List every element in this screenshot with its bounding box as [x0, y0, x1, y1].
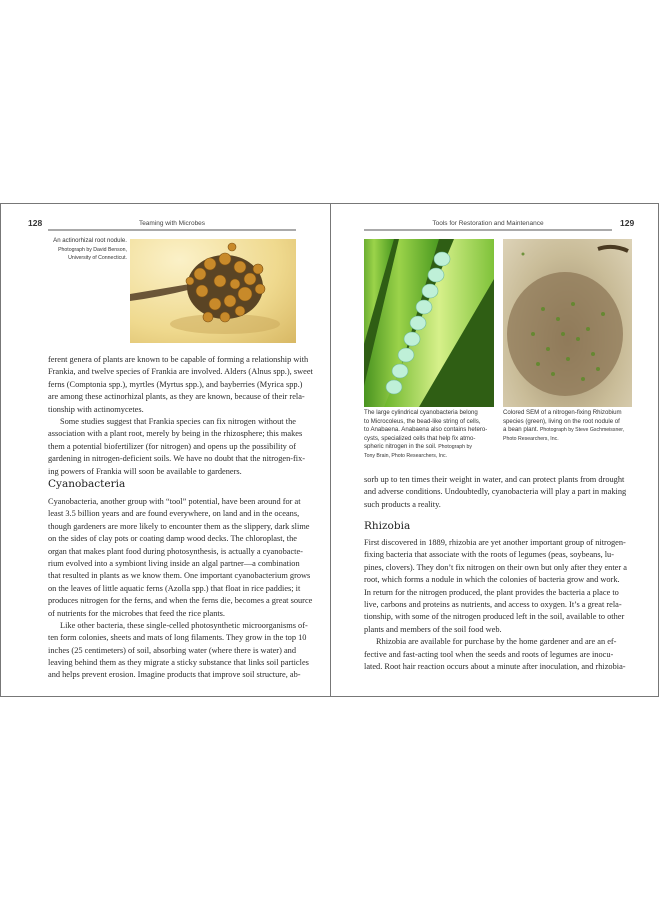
text-line: ferns (Comptonia spp.), myrtles (Myrtus spp.), and bayberries (Myrica spp.) [48, 379, 303, 389]
caption-credit: Tony Brain, Photo Researchers, Inc. [364, 452, 448, 459]
text-line: such products a reality. [364, 499, 441, 509]
running-head-left: Teaming with Microbes [138, 220, 206, 227]
text-line: tionship with actinomycetes. [48, 404, 144, 414]
page-number-right: 129 [620, 218, 635, 228]
header-rule-right [364, 229, 612, 231]
caption-line: a bean plant. [503, 426, 539, 434]
caption-line: Colored SEM of a nitrogen-fixing Rhizobium [503, 409, 622, 416]
caption-credit: Photograph by [438, 444, 472, 451]
caption-credit: Photo Researchers, Inc. [503, 435, 559, 442]
text-line: association with a plant root, merely by being in the rhizosphere; this makes [48, 429, 303, 439]
text-line: sorb up to ten times their weight in water, and can protect plants from drought [364, 475, 625, 484]
text-line: rium evolved into a symbiont living inside an algal partner—a combination [48, 558, 300, 568]
text-line: First discovered in 1889, rhizobia are yet another important group of nitrogen- [364, 538, 626, 547]
figure-caption-nodule [30, 237, 127, 263]
text-line: Cyanobacteria, another group with “tool” potential, have been around for at [48, 497, 301, 506]
text-line: and helps prevent erosion. Imagine products that improve soil structure, ab- [48, 670, 301, 680]
body-text-left-top [48, 354, 313, 478]
text-line: them a potential biofertilizer (for nitrogen) and opens up the possibility of [48, 441, 296, 451]
caption-line: spheric nitrogen in the soil. [364, 443, 437, 451]
text-line: root, which forms a nodule in which the colonies of bacteria grow and work. [364, 575, 620, 585]
text-line: least 3.5 billion years and are found everywhere, on land and in the oceans, [48, 509, 300, 519]
text-line: ten form colonies, sheets and mats of long filaments. They grow in the top 10 [48, 633, 307, 643]
text-line: produces nitrogen for the ferns, and when the ferns die, becomes a great source [48, 596, 313, 606]
text-line: ferent genera of plants are known to be capable of forming a relationship with [48, 355, 309, 364]
figure-caption-rhizobium [503, 409, 635, 443]
caption-line: cysts, specialized cells that help fix atmo- [364, 434, 476, 442]
caption-line: species (green), living on the root nodule of [503, 417, 620, 425]
text-line: fixing bacteria that associate with the roots of legumes (peas, soybeans, lu- [364, 550, 615, 560]
text-line: fective and fast-acting tool when the seeds and roots of legumes are inocu- [364, 649, 614, 659]
text-line: gardening in nitrogen-deficient soils. We have no doubt that the nitrogen-fix- [48, 454, 306, 464]
caption-credit: Photograph by Steve Gschmeissner, [539, 427, 625, 434]
caption-line: to Microcoleus, the bead-like string of cells, [364, 417, 481, 425]
text-line: live, carbons and proteins as nutrients, and access to oxygen. It’s a great rela- [364, 599, 622, 609]
text-line: Like other bacteria, these single-celled photosynthetic microorganisms of- [60, 620, 308, 630]
body-text-right-top [364, 474, 627, 511]
text-line: lated. Root hair reaction occurs about a minute after inoculation, and rhizobia- [364, 661, 626, 671]
text-line: Rhizobia are available for purchase by the home gardener and are an ef- [376, 637, 617, 647]
cyanobacteria-illustration [364, 239, 494, 407]
body-text-right-bottom [364, 537, 627, 673]
body-text-left-bottom [48, 496, 313, 682]
text-line: Some studies suggest that Frankia species can fix nitrogen without the [60, 416, 296, 426]
text-line: Frankia, and twelve species of Frankia are involved. Alders (Alnus spp.), sweet [48, 367, 313, 377]
caption-credit: University of Connecticut. [68, 255, 127, 262]
text-line: inches (25 centimeters) of soil, absorbing water (where there is water) and [48, 645, 296, 655]
text-line: ing powers of Frankia will soon be available to gardeners. [48, 466, 242, 476]
text-line: tionship, with some of the nitrogen produced left in the soil, available to other [364, 612, 625, 622]
text-line: that resulted in plants as we know them. One important cyanobacterium grows [48, 571, 311, 581]
section-heading-cyanobacteria: Cyanobacteria [48, 478, 126, 490]
text-line: organ that makes plant food during photosynthesis, is actually a cyanobacte- [48, 546, 303, 556]
rhizobium-illustration [503, 239, 632, 407]
page-gutter [330, 203, 331, 697]
section-heading-rhizobia: Rhizobia [364, 520, 411, 532]
caption-credit: Photograph by David Benson, [58, 246, 127, 253]
text-line: pines, clovers). They don’t fix nitrogen on their own but only after they enter a [364, 562, 627, 572]
text-line: are among these actinorhizal plants, as they are known, because of their rela- [48, 392, 305, 402]
caption-text: An actinorhizal root nodule. [53, 237, 127, 244]
photo-cyanobacteria [364, 239, 494, 407]
text-line: though gardeners are more likely to encounter them as the slippery, dark slime [48, 521, 310, 531]
nodule-illustration [130, 239, 296, 343]
text-line: and adverse conditions. Undoubtedly, cyanobacteria will play a part in making [364, 487, 627, 497]
page-number-left: 128 [28, 218, 43, 228]
photo-root-nodule [130, 239, 296, 343]
text-line: on the sides of clay pots or coating damp wood decks. The chloroplast, the [48, 534, 297, 544]
header-rule-left [48, 229, 296, 231]
text-line: of nutrients for the microbes that feed the rice plants. [48, 608, 226, 618]
photo-rhizobium-sem [503, 239, 632, 407]
caption-line: The large cylindrical cyanobacteria belong [364, 409, 478, 416]
text-line: In return for the nitrogen produced, the plant provides the bacteria a place to [364, 587, 619, 597]
text-line: plants and members of the soil food web. [364, 624, 502, 634]
figure-caption-cyanobacteria [364, 409, 496, 461]
text-line: on the leaves of little aquatic ferns (Azolla spp.) that float in rice paddies; it [48, 583, 301, 593]
text-line: leaving behind them as they migrate a sticky substance that links soil particles [48, 658, 309, 668]
running-head-right: Tools for Restoration and Maintenance [432, 220, 544, 227]
caption-line: to Anabaena. Anabaena also contains hetero- [364, 426, 488, 434]
